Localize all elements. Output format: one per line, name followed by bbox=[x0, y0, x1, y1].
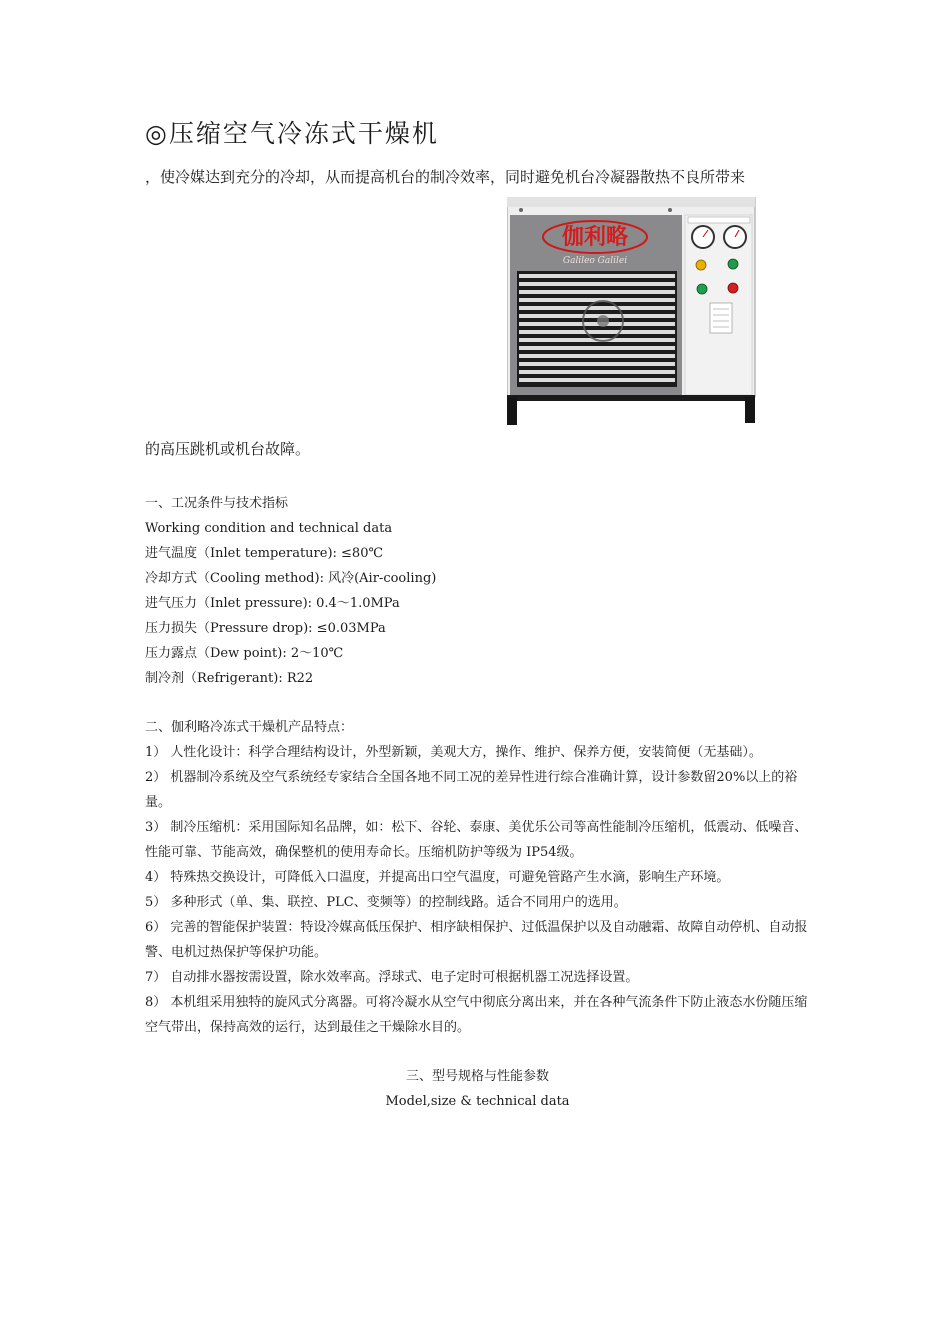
section2-heading: 二、伽利略冷冻式干燥机产品特点： bbox=[145, 720, 354, 735]
feature-item: 3） 制冷压缩机：采用国际知名品牌，如：松下、谷轮、泰康、美优乐公司等高性能制冷压缩机，低震动、低噪音、性能可靠、节能高效，确保整机的使用寿命长。压缩机防护等级为 IP54级。 bbox=[145, 820, 808, 860]
brand-logo-en: Galileo Galilei bbox=[562, 256, 628, 266]
feature-item: 7） 自动排水器按需设置，除水效率高。浮球式、电子定时可根据机器工况选择设置。 bbox=[145, 970, 639, 985]
intro-line-2: 的高压跳机或机台故障。 bbox=[145, 440, 311, 458]
feature-item: 4） 特殊热交换设计，可降低入口温度，并提高出口空气温度，可避免管路产生水滴，影响生产环境。 bbox=[145, 870, 730, 885]
spec-item: 冷却方式（Cooling method): 风冷(Air-cooling) bbox=[145, 571, 437, 586]
yellow-indicator-icon bbox=[696, 260, 706, 270]
red-button-icon bbox=[728, 283, 738, 293]
green-indicator-icon bbox=[728, 259, 738, 269]
page-title: ◎压缩空气冷冻式干燥机 bbox=[145, 119, 439, 148]
section1-subheading: Working condition and technical data bbox=[145, 521, 393, 536]
product-image bbox=[507, 197, 757, 425]
green-button-icon bbox=[697, 284, 707, 294]
spec-item: 进气压力（Inlet pressure): 0.4～1.0MPa bbox=[145, 596, 400, 611]
section3-heading: 三、型号规格与性能参数 bbox=[405, 1069, 549, 1084]
vent-grille bbox=[517, 271, 677, 387]
feature-item: 8） 本机组采用独特的旋风式分离器。可将冷凝水从空气中彻底分离出来，并在各种气流条件下防止液态水份随压缩空气带出，保持高效的运行，达到最佳之干燥除水目的。 bbox=[145, 995, 808, 1035]
feature-item: 1） 人性化设计：科学合理结构设计，外型新颖，美观大方，操作、维护、保养方便，安装简便（无基础）。 bbox=[145, 745, 762, 760]
section3-subheading: Model,size & technical data bbox=[385, 1094, 570, 1109]
spec-item: 进气温度（Inlet temperature): ≤80℃ bbox=[145, 546, 384, 561]
spec-item: 压力露点（Dew point): 2～10℃ bbox=[145, 646, 344, 661]
feature-item: 5） 多种形式（单、集、联控、PLC、变频等）的控制线路。适合不同用户的选用。 bbox=[145, 895, 627, 910]
feature-item: 6） 完善的智能保护装置：特设冷媒高低压保护、相序缺相保护、过低温保护以及自动融霜、故障自动停机、自动报警、电机过热保护等保护功能。 bbox=[145, 920, 808, 960]
spec-item: 压力损失（Pressure drop): ≤0.03MPa bbox=[145, 621, 386, 636]
spec-item: 制冷剂（Refrigerant): R22 bbox=[145, 671, 314, 686]
pressure-gauge-icon bbox=[724, 226, 746, 248]
section1-heading: 一、工况条件与技术指标 bbox=[145, 496, 289, 511]
pressure-gauge-icon bbox=[692, 226, 714, 248]
brand-logo-cn: 伽利略 bbox=[561, 225, 629, 250]
feature-item: 2） 机器制冷系统及空气系统经专家结合全国各地不同工况的差异性进行综合准确计算，设计参数留20%以上的裕量。 bbox=[145, 770, 798, 810]
intro-line-1: ，使冷媒达到充分的冷却，从而提高机台的制冷效率，同时避免机台冷凝器散热不良所带来 bbox=[145, 168, 746, 186]
dryer-machine-illustration bbox=[507, 197, 757, 425]
